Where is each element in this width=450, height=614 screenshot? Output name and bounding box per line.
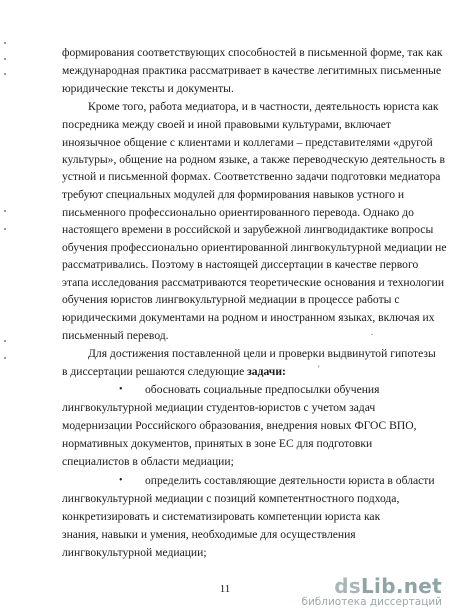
list-item-text: лингвокультурной медиации; <box>62 546 207 559</box>
scan-speck <box>4 357 6 359</box>
watermark-logo-prefix: ds <box>334 574 362 598</box>
text-line: письменного профессионально ориентированного перевода. Однако до <box>62 206 414 219</box>
list-item-text: модернизации Российского образования, внедрения новых ФГОС ВПО, <box>62 419 417 432</box>
paragraph-first-line: Кроме того, работа медиатора, и в частности, деятельность юриста как <box>88 100 439 113</box>
watermark-logo-main: Lib.net <box>361 574 442 598</box>
scan-speck <box>4 228 6 230</box>
bullet-marker: • <box>119 475 123 486</box>
tasks-label: задачи: <box>247 365 286 378</box>
text-line: обучения профессионально ориентированной лингвокультурной медиации не <box>62 241 447 254</box>
scan-speck <box>4 42 6 44</box>
text-line: рассматривались. Поэтому в настоящей диссертации в качестве первого <box>62 258 419 271</box>
text-line: юридическими документами на родном и иностранном языках, включая их <box>62 311 435 324</box>
text-line: культуры», общение на родном языке, а также переводческую деятельность в <box>62 153 445 166</box>
text-line: требуют специальных модулей для формирования навыков устного и <box>62 188 405 201</box>
scan-speck <box>4 58 6 60</box>
text-line: иноязычное общение с клиентами и коллегами – представителями «другой <box>62 136 433 149</box>
list-item-text: лингвокультурной медиации с позиций компетентностного подхода, <box>62 492 400 505</box>
text-span: в диссертации решаются следующие <box>62 365 248 378</box>
text-line: настоящего времени в российской и зарубежной лингводидактике вопросы <box>62 223 434 236</box>
watermark <box>301 576 442 608</box>
watermark-logo <box>301 576 442 596</box>
list-item-text: определить составляющие деятельности юриста в области <box>145 474 435 487</box>
watermark-subtitle: библиотека диссертаций <box>301 596 442 608</box>
list-item-text: нормативных документов, принятых в зоне ЕС для подготовки <box>62 437 373 450</box>
scan-speck <box>4 73 6 75</box>
list-item-text: лингвокультурной медиации студентов-юристов с учетом задач <box>62 401 376 414</box>
scan-speck <box>4 340 6 342</box>
text-line: формирования соответствующих способностей в письменной форме, так как <box>62 46 443 59</box>
text-line: этапа исследования рассматриваются теоретические основания и технологии <box>62 276 445 289</box>
text-line: посредника между своей и иной правовыми культурами, включает <box>62 118 391 131</box>
text-line <box>62 365 422 378</box>
scan-mark: . <box>371 327 374 337</box>
text-line: международная практика рассматривает в качестве легитимных письменные <box>62 64 442 77</box>
text-line: обучения юристов лингвокультурной медиации в процессе работы с <box>62 293 400 306</box>
text-line: устной и письменной формах. Соответственно задачи подготовки медиатора <box>62 170 441 183</box>
text-line: письменный перевод. <box>62 329 169 342</box>
list-item-text: конкретизировать и систематизировать компетенции юриста как <box>62 510 381 523</box>
page-number: 11 <box>219 583 231 595</box>
bullet-marker: • <box>119 384 123 395</box>
text-line: юридические тексты и документы. <box>62 82 234 95</box>
paragraph-first-line: Для достижения поставленной цели и проверки выдвинутой гипотезы <box>88 347 436 360</box>
list-item-text: знания, навыки и умения, необходимые для осуществления <box>62 528 356 541</box>
list-item-text: обосновать социальные предпосылки обучения <box>145 383 380 396</box>
scan-mark: ' <box>318 364 320 374</box>
list-item-text: специалистов в области медиации; <box>62 455 234 468</box>
scan-speck <box>4 210 6 212</box>
